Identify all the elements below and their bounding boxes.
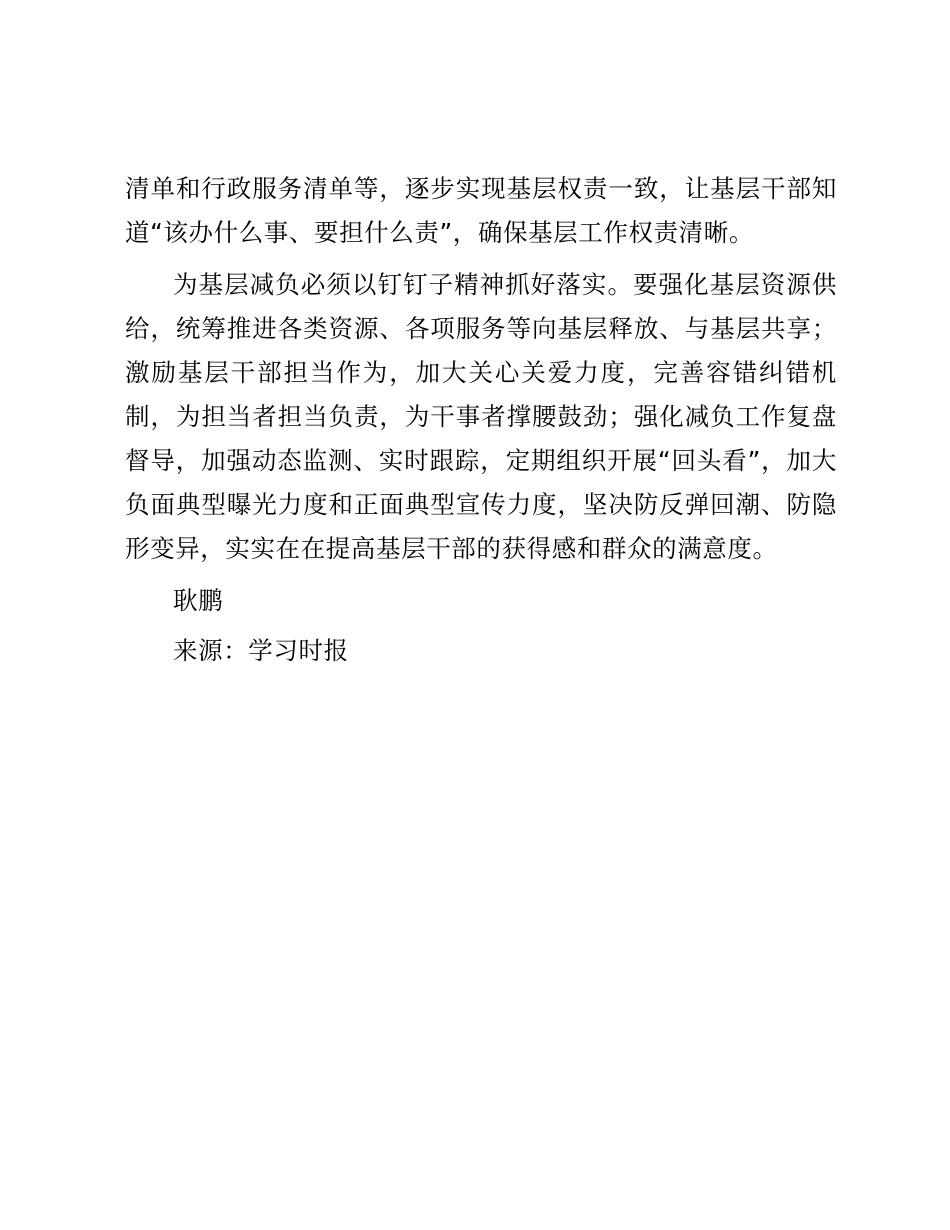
paragraph-2-line-3: 激励基层干部担当作为，加大关心关爱力度，完善容错纠错机 (125, 358, 837, 387)
paragraph-2-line-5: 督导，加强动态监测、实时跟踪，定期组织开展“回头看”，加大 (125, 446, 837, 475)
paragraph-1-line-2: 道“该办什么事、要担什么责”，确保基层工作权责清晰。 (125, 218, 754, 247)
paragraph-2-line-1: 为基层减负必须以钉钉子精神抓好落实。要强化基层资源供 (173, 270, 837, 299)
paragraph-2-line-6: 负面典型曝光力度和正面典型宣传力度，坚决防反弹回潮、防隐 (125, 490, 837, 519)
author-name: 耿鹏 (173, 586, 224, 615)
paragraph-2-line-4: 制，为担当者担当负责，为干事者撑腰鼓劲；强化减负工作复盘 (125, 402, 837, 431)
source-line: 来源：学习时报 (173, 636, 349, 665)
paragraph-1-line-1: 清单和行政服务清单等，逐步实现基层权责一致，让基层干部知 (125, 174, 837, 203)
paragraph-2-line-2: 给，统筹推进各类资源、各项服务等向基层释放、与基层共享； (125, 314, 837, 343)
paragraph-2-line-7: 形变异，实实在在提高基层干部的获得感和群众的满意度。 (125, 534, 778, 563)
